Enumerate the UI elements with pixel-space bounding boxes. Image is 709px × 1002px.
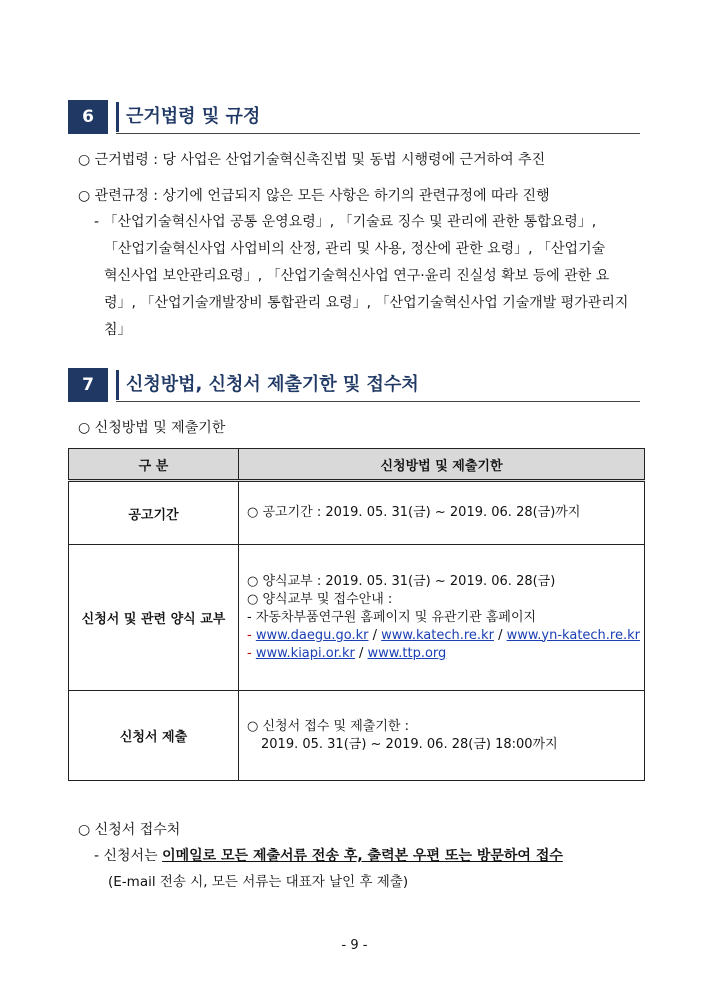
rule-line-3: 혁신사업 보안관리요령」, 「산업기술혁신사업 연구·윤리 진실성 확보 등에 관한 요	[104, 268, 610, 284]
table-header-category: 구 분	[69, 449, 239, 481]
related-rules: ○ 관련규정 : 상기에 언급되지 않은 모든 사항은 하기의 관련규정에 따라 진행	[78, 188, 550, 204]
section-7-accent-bar	[116, 370, 119, 400]
link-separator: /	[368, 627, 382, 643]
page-number: - 9 -	[341, 938, 368, 953]
links-line-1	[247, 627, 643, 645]
receipt-instruction	[94, 846, 563, 866]
row-forms-details	[239, 545, 645, 691]
link-ttp[interactable]: www.ttp.org	[367, 645, 447, 661]
receipt-prefix: - 신청서는	[94, 848, 163, 864]
links-line-2	[247, 645, 643, 663]
announcement-period: ○ 공고기간 : 2019. 05. 31(금) ~ 2019. 06. 28(금)까지	[247, 505, 581, 520]
table-header-details: 신청방법 및 제출기한	[239, 449, 645, 481]
rule-line-2: 「산업기술혁신사업 사업비의 산정, 관리 및 사용, 정산에 관한 요령」, 「산업기술	[104, 241, 606, 257]
row-forms-category: 신청서 및 관련 양식 교부	[69, 545, 239, 691]
rule-line-1: - 「산업기술혁신사업 공통 운영요령」, 「기술료 징수 및 관리에 관한 통합요령」,	[94, 214, 597, 230]
table-row	[69, 545, 645, 691]
link-separator: /	[493, 627, 507, 643]
section-6-title: 근거법령 및 규정	[126, 106, 261, 127]
section-7-number: 7	[68, 368, 108, 402]
dash-marker: -	[247, 627, 256, 643]
rule-line-5: 침」	[104, 322, 132, 338]
submission-period: 2019. 05. 31(금) ~ 2019. 06. 28(금) 18:00까지	[261, 736, 558, 752]
section-6-number: 6	[68, 100, 108, 134]
row-announcement-details	[239, 481, 645, 545]
receipt-note: (E-mail 전송 시, 모든 서류는 대표자 날인 후 제출)	[108, 874, 409, 890]
link-separator: /	[354, 645, 368, 661]
section-7-underline	[116, 401, 640, 402]
link-daegu[interactable]: www.daegu.go.kr	[255, 627, 369, 643]
legal-basis: ○ 근거법령 : 당 사업은 산업기술혁신촉진법 및 동법 시행령에 근거하여 추진	[78, 152, 546, 168]
row-submission-details	[239, 691, 645, 781]
table-row	[69, 691, 645, 781]
rule-line-4: 령」, 「산업기술개발장비 통합관리 요령」, 「산업기술혁신사업 기술개발 평가관리지	[104, 295, 629, 311]
submission-label: ○ 신청서 접수 및 제출기한 :	[247, 718, 409, 734]
receipt-heading: ○ 신청서 접수처	[78, 822, 181, 838]
section-7-header	[68, 368, 640, 402]
section-6-header	[68, 100, 640, 134]
row-announcement-category: 공고기간	[69, 481, 239, 545]
table-row	[69, 481, 645, 545]
link-yn-katech[interactable]: www.yn-katech.re.kr	[506, 627, 640, 643]
forms-sites: - 자동차부품연구원 홈페이지 및 유관기관 홈페이지	[247, 609, 537, 625]
schedule-table	[68, 448, 645, 781]
section-6-underline	[116, 133, 640, 134]
row-submission-category: 신청서 제출	[69, 691, 239, 781]
link-kiapi[interactable]: www.kiapi.or.kr	[255, 645, 355, 661]
forms-period: ○ 양식교부 : 2019. 05. 31(금) ~ 2019. 06. 28(금)	[247, 573, 556, 589]
section-7-title: 신청방법, 신청서 제출기한 및 접수처	[126, 374, 419, 395]
section-6-accent-bar	[116, 102, 119, 132]
method-heading: ○ 신청방법 및 제출기한	[78, 420, 226, 436]
link-katech[interactable]: www.katech.re.kr	[381, 627, 494, 643]
dash-marker: -	[247, 645, 256, 661]
table-header-row	[69, 449, 645, 481]
forms-guide: ○ 양식교부 및 접수안내 :	[247, 591, 393, 607]
receipt-emphasis: 이메일로 모든 제출서류 전송 후, 출력본 우편 또는 방문하여 접수	[162, 848, 563, 864]
